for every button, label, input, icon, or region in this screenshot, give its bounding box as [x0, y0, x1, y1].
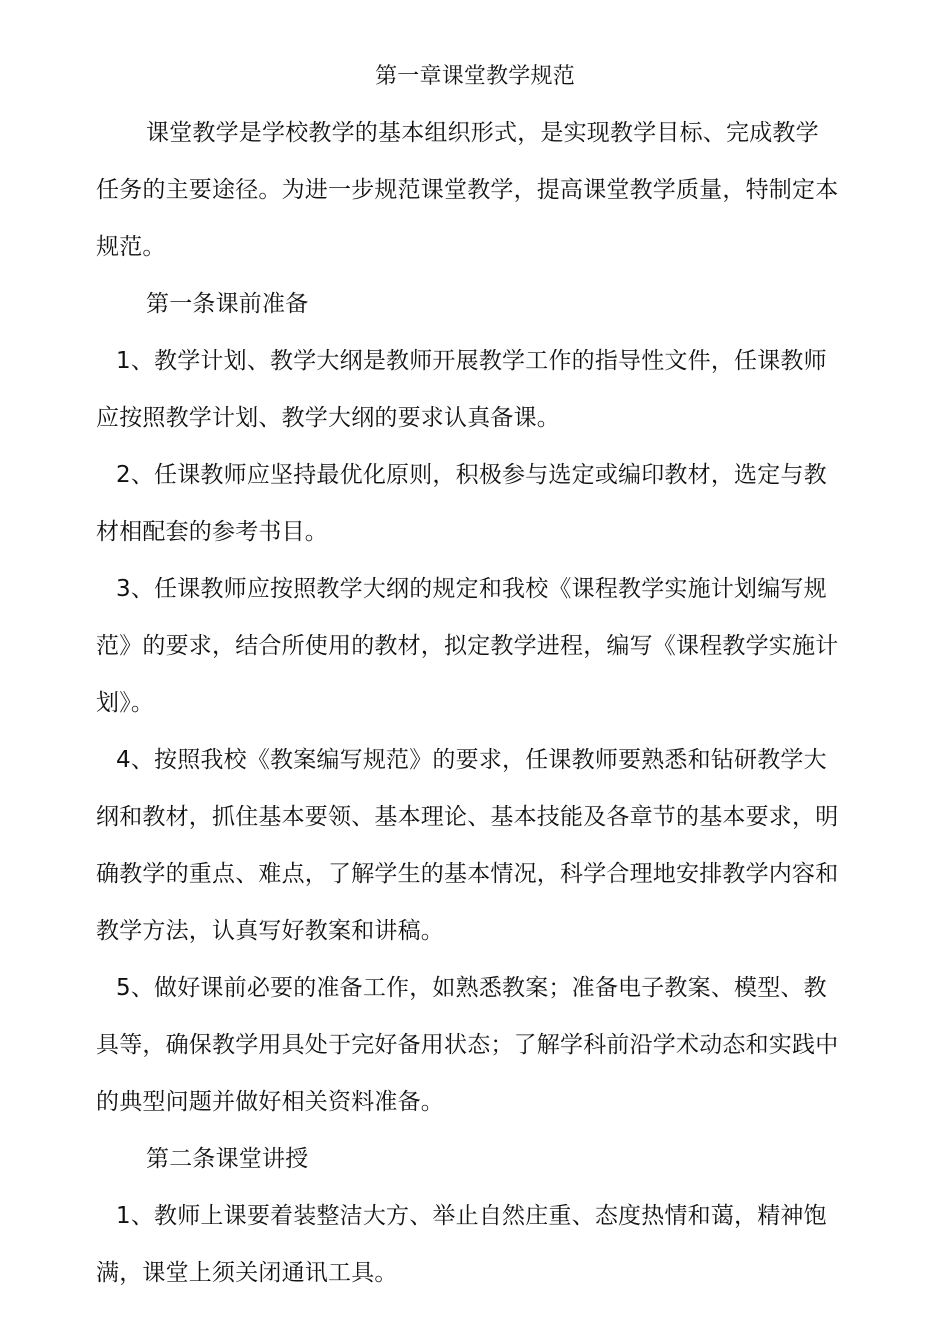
item-1-line-2: 应按照教学计划、教学大纲的要求认真备课。 — [96, 405, 560, 431]
page-title: 第一章课堂教学规范 — [375, 64, 575, 89]
section-heading-2: 第二条课堂讲授 — [146, 1146, 309, 1172]
intro-paragraph-line-2: 任务的主要途径。为进一步规范课堂教学，提高课堂教学质量，特制定本 — [96, 177, 839, 203]
item-4-line-3: 确教学的重点、难点，了解学生的基本情况，科学合理地安排教学内容和 — [96, 861, 839, 887]
section-heading-1: 第一条课前准备 — [146, 291, 309, 317]
item-6-line-2: 满，课堂上须关闭通讯工具。 — [96, 1260, 398, 1286]
intro-paragraph-line-1: 课堂教学是学校教学的基本组织形式，是实现教学目标、完成教学 — [146, 120, 819, 146]
item-2-line-2: 材相配套的参考书目。 — [96, 519, 328, 545]
item-3-line-1: 3、任课教师应按照教学大纲的规定和我校《课程教学实施计划编写规 — [116, 576, 827, 602]
item-4-line-4: 教学方法，认真写好教案和讲稿。 — [96, 918, 444, 944]
item-5-line-2: 具等，确保教学用具处于完好备用状态；了解学科前沿学术动态和实践中 — [96, 1032, 839, 1058]
item-2-line-1: 2、任课教师应坚持最优化原则，积极参与选定或编印教材，选定与教 — [116, 462, 827, 488]
item-6-line-1: 1、教师上课要着装整洁大方、举止自然庄重、态度热情和蔼，精神饱 — [116, 1203, 827, 1229]
intro-paragraph-line-3: 规范。 — [96, 234, 166, 260]
item-5-line-3: 的典型问题并做好相关资料准备。 — [96, 1089, 444, 1115]
item-3-line-3: 划》。 — [96, 690, 155, 716]
item-3-line-2: 范》的要求，结合所使用的教材，拟定教学进程，编写《课程教学实施计 — [96, 633, 839, 659]
item-4-line-1: 4、按照我校《教案编写规范》的要求，任课教师要熟悉和钻研教学大 — [116, 747, 827, 773]
item-1-line-1: 1、教学计划、教学大纲是教师开展教学工作的指导性文件，任课教师 — [116, 348, 827, 374]
item-4-line-2: 纲和教材，抓住基本要领、基本理论、基本技能及各章节的基本要求，明 — [96, 804, 839, 830]
item-5-line-1: 5、做好课前必要的准备工作，如熟悉教案；准备电子教案、模型、教 — [116, 975, 827, 1001]
